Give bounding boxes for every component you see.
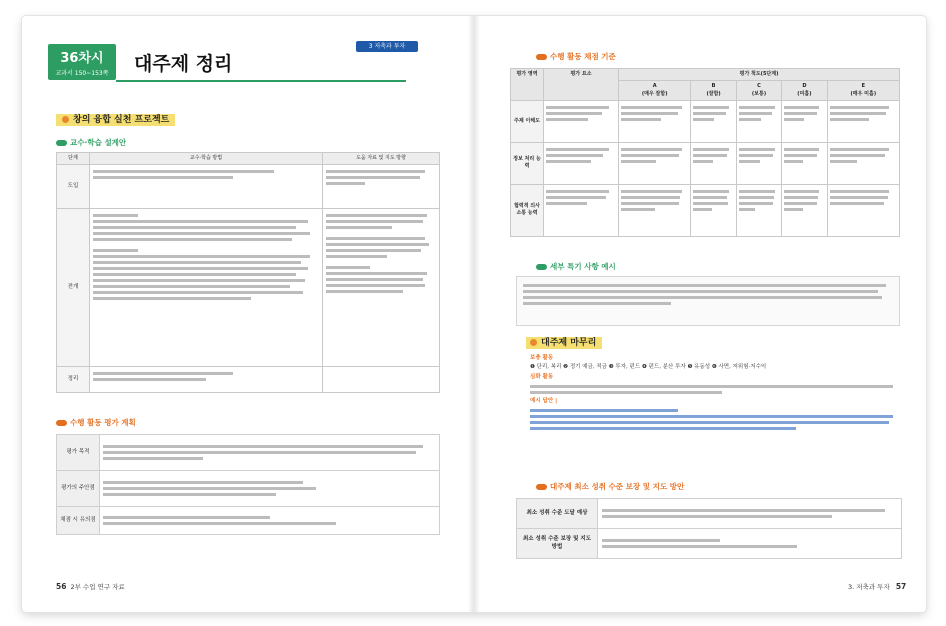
scoring-rubric-table [510, 68, 900, 237]
level-e: E (매우 미흡) [827, 81, 899, 101]
heading-marker-icon [536, 54, 547, 60]
intro-method [90, 165, 323, 209]
lesson-number: 36차시 [60, 51, 104, 66]
develop-method [90, 209, 323, 367]
heading-marker-icon [536, 484, 547, 490]
table-row [57, 435, 440, 471]
deep-text [530, 385, 900, 394]
eval-plan-table [56, 434, 440, 535]
table-row [57, 165, 440, 209]
example-2 [530, 415, 900, 430]
deep-label: 심화 활동 [530, 373, 554, 380]
example-1 [530, 409, 900, 412]
table-row [517, 529, 902, 559]
develop-help [323, 209, 440, 367]
level-c: C (보통) [736, 81, 781, 101]
area-information: 정보 처리 능력 [511, 142, 544, 184]
note-heading: 세부 특기 사항 예시 [536, 262, 616, 272]
section-banner [56, 114, 175, 126]
table-row [517, 499, 902, 529]
eval-focus-label: 평가의 주안점 [57, 471, 100, 507]
closing-content [530, 354, 900, 433]
score-heading: 수행 활동 채점 기준 [536, 52, 616, 62]
col-element: 평가 요소 [544, 69, 619, 101]
left-page [22, 16, 474, 612]
heading-marker-icon [56, 140, 67, 146]
plan-heading: 교수·학습 설계안 [56, 138, 126, 148]
heading-marker-icon [56, 420, 67, 426]
area-communication: 협력적 의사 소통 능력 [511, 184, 544, 236]
support-method-text [598, 529, 902, 559]
answer-label: 보충 활동 [530, 355, 554, 361]
textbook-reference: 교과서 150~153쪽 [55, 70, 109, 77]
lesson-number-box [48, 44, 116, 80]
eval-purpose-label: 평가 목적 [57, 435, 100, 471]
col-help: 도움 자료 및 지도 방향 [323, 153, 440, 165]
page-number: 57 [895, 582, 907, 591]
page-title: 대주제 정리 [134, 53, 233, 75]
heading-marker-icon [536, 264, 547, 270]
lesson-plan-table [56, 152, 440, 393]
section-title: 창의 융합 실천 프로젝트 [73, 115, 170, 125]
eval-heading: 수행 활동 평가 계획 [56, 418, 136, 428]
wrap-help [323, 367, 440, 393]
support-heading: 대주제 최소 성취 수준 보장 및 지도 방안 [536, 482, 684, 492]
bullet-dot-icon [62, 116, 69, 123]
table-row [57, 367, 440, 393]
col-criteria: 평가 척도(5단계) [619, 69, 900, 81]
textbook-spread [22, 16, 926, 612]
example-label: 예시 답안 | [530, 398, 558, 405]
right-footer: 3. 저축과 투자 57 [848, 582, 907, 591]
stage-intro: 도입 [57, 165, 90, 209]
level-a: A (매우 잘함) [619, 81, 691, 101]
wrap-method [90, 367, 323, 393]
page-number: 56 [56, 582, 67, 591]
left-footer: 56 2부 수업 연구 자료 [56, 582, 125, 591]
support-table [516, 498, 902, 559]
note-box [516, 276, 900, 326]
eval-focus-text [100, 471, 440, 507]
support-method-label: 최소 성취 수준 보장 및 지도 방법 [517, 529, 598, 559]
table-row [57, 209, 440, 367]
area-understanding: 주제 이해도 [511, 100, 544, 142]
col-stage: 단계 [57, 153, 90, 165]
col-area: 평가 영역 [511, 69, 544, 101]
level-b: B (잘함) [691, 81, 736, 101]
eval-scoring-label: 채점 시 유의점 [57, 507, 100, 535]
stage-develop: 전개 [57, 209, 90, 367]
table-row [511, 100, 900, 142]
table-row [57, 507, 440, 535]
support-expected-text [598, 499, 902, 529]
eval-purpose-text [100, 435, 440, 471]
unit-tag: 3 저축과 투자 [356, 41, 418, 52]
stage-wrap: 정리 [57, 367, 90, 393]
table-row [57, 471, 440, 507]
bullet-dot-icon [530, 339, 537, 346]
intro-help [323, 165, 440, 209]
answer-list: ❶ 단리, 복리 ❷ 정기 예금, 적금 ❸ 투자, 펀드 ❹ 펀드, 분산 투자 ❺ 유동성 ❻ 사면, 저위험·저수익 [530, 364, 767, 371]
level-d: D (미흡) [782, 81, 827, 101]
table-row [511, 184, 900, 236]
eval-scoring-text [100, 507, 440, 535]
table-row [511, 142, 900, 184]
support-expected-label: 최소 성취 수준 도달 예상 [517, 499, 598, 529]
closing-banner: 대주제 마무리 [526, 337, 602, 349]
col-method: 교수·학습 방법 [90, 153, 323, 165]
